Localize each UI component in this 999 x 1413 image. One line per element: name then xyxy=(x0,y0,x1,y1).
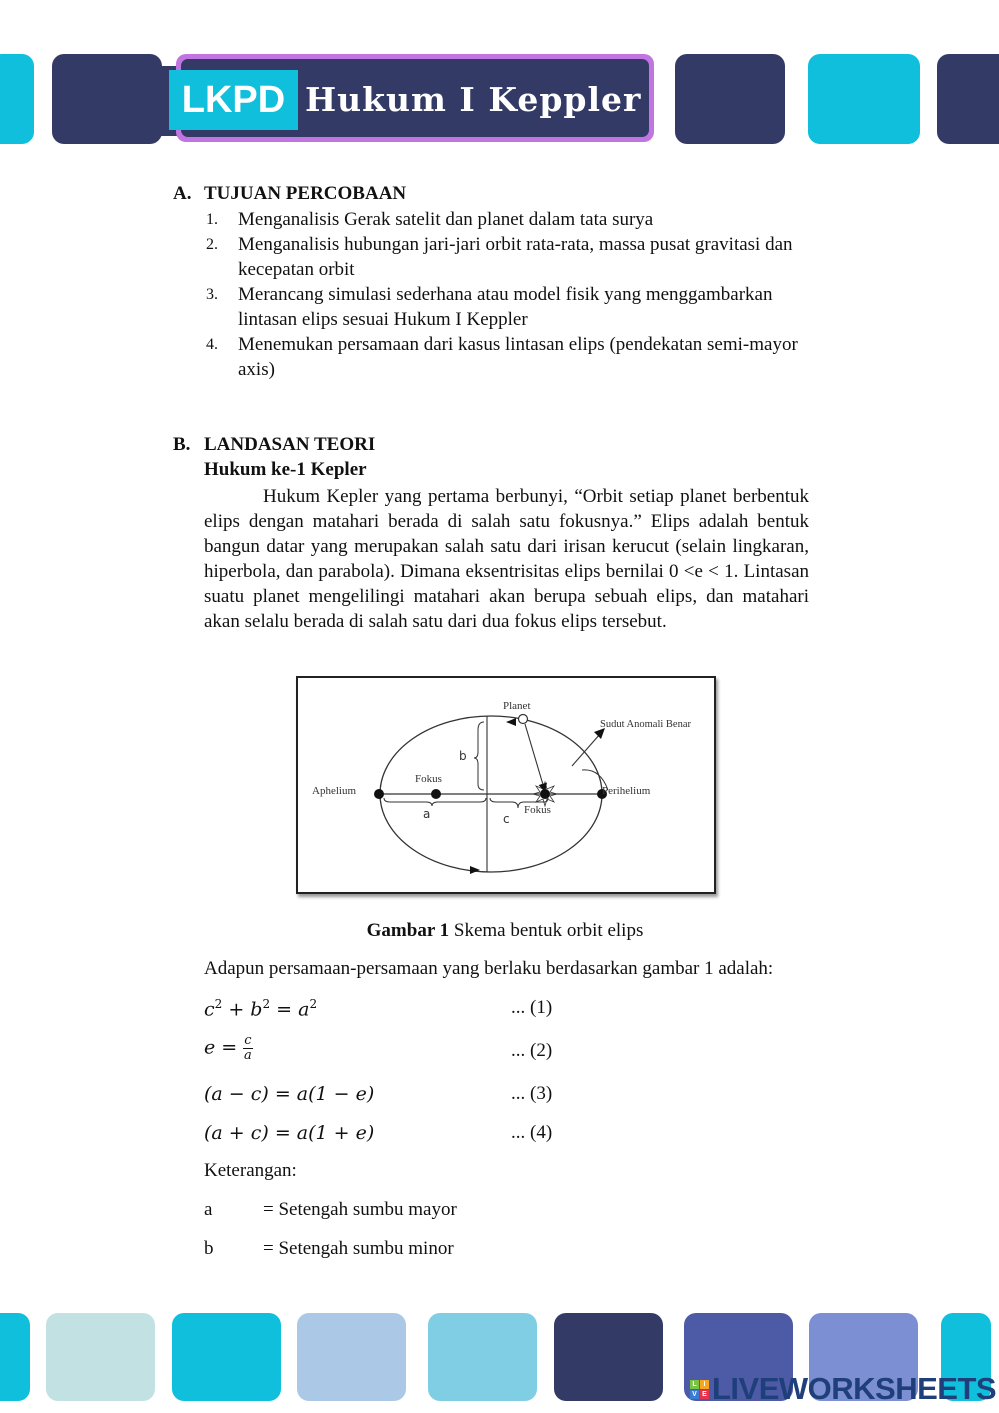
header-tile-navy-2 xyxy=(675,54,785,144)
svg-text:Aphelium: Aphelium xyxy=(312,785,356,797)
footer-tile xyxy=(554,1313,663,1401)
svg-text:Perihelium: Perihelium xyxy=(602,785,651,797)
equation-1: $c^2 + b^2 = a^2$ xyxy=(204,997,318,1021)
equation-2: e = $\frac{c}{a}$ xyxy=(204,1033,252,1063)
subsection-heading: Hukum ke-1 Kepler xyxy=(204,459,367,480)
header-tile-cyan-2 xyxy=(808,54,920,144)
fraction: $\frac{c}{a}$ xyxy=(244,1033,252,1063)
equation-4-number: ... (4) xyxy=(511,1122,553,1143)
keterangan-row: a = Setengah sumbu mayor xyxy=(204,1199,457,1220)
svg-text:a: a xyxy=(423,807,431,821)
svg-text:Sudut Anomali Benar: Sudut Anomali Benar xyxy=(600,719,691,730)
footer-tile xyxy=(46,1313,155,1401)
svg-text:b: b xyxy=(459,749,467,763)
live-badge-icon: L I V E xyxy=(690,1380,709,1399)
footer-tile xyxy=(428,1313,537,1401)
equation-1-number: ... (1) xyxy=(511,997,553,1018)
keterangan-label: Keterangan: xyxy=(204,1160,297,1181)
svg-text:Fokus: Fokus xyxy=(524,804,551,816)
page-title: Hukum I Keppler xyxy=(305,80,642,119)
keterangan-row: b = Setengah sumbu minor xyxy=(204,1238,454,1259)
orbit-ellipse-svg xyxy=(298,678,714,892)
equations-intro: Adapun persamaan-persamaan yang berlaku berdasarkan gambar 1 adalah: xyxy=(204,958,774,979)
equation-3-number: ... (3) xyxy=(511,1083,553,1104)
liveworksheets-logo[interactable]: L I V E LIVEWORKSHEETS xyxy=(690,1372,996,1406)
list-item: 3. Merancang simulasi sederhana atau model fisik yang menggambarkan lintasan elips sesuai Hukum I Keppler xyxy=(206,284,773,330)
header-tile-cyan-left xyxy=(0,54,34,144)
figure-caption: Gambar 1 Skema bentuk orbit elips xyxy=(366,920,644,941)
lkpd-badge: LKPD xyxy=(169,70,298,130)
section-a-heading: A. TUJUAN PERCOBAAN xyxy=(173,183,407,204)
list-item: 2. Menganalisis hubungan jari-jari orbit rata-rata, massa pusat gravitasi dan kecepatan orbit xyxy=(206,234,793,280)
equation-3: (a − c) = a(1 − e) xyxy=(204,1083,375,1105)
list-item: 4. Menemukan persamaan dari kasus lintasan elips (pendekatan semi-mayor axis) xyxy=(206,334,798,380)
svg-text:c: c xyxy=(503,812,510,826)
footer-tile xyxy=(297,1313,406,1401)
header-tile-navy-right xyxy=(937,54,999,144)
equation-2-number: ... (2) xyxy=(511,1040,553,1061)
svg-text:Planet: Planet xyxy=(503,700,531,712)
svg-text:Fokus: Fokus xyxy=(415,773,442,785)
equation-4: (a + c) = a(1 + e) xyxy=(204,1122,375,1144)
objectives-list xyxy=(204,207,814,382)
list-item: 1. Menganalisis Gerak satelit dan planet dalam tata surya xyxy=(206,209,654,230)
orbit-diagram xyxy=(296,676,716,894)
section-b-heading: B. LANDASAN TEORI xyxy=(173,434,376,455)
footer-tile xyxy=(0,1313,30,1401)
theory-paragraph: Hukum Kepler yang pertama berbunyi, “Orbit setiap planet berbentuk elips dengan matahari berada di salah satu fokusnya.” Elips adalah bentuk bangun datar yang merupakan salah satu dari irisan kerucut (selain lingkaran, hiperbola, dan parabola). Dimana eksentrisitas elips bernilai 0 <e < 1. Lintasan suatu planet mengelilingi matahari akan berupa sebuah elips, dan matahari akan selalu berada di salah satu dari dua fokus elips tersebut. xyxy=(204,486,809,632)
header-tile-navy xyxy=(52,54,162,144)
footer-tile xyxy=(172,1313,281,1401)
